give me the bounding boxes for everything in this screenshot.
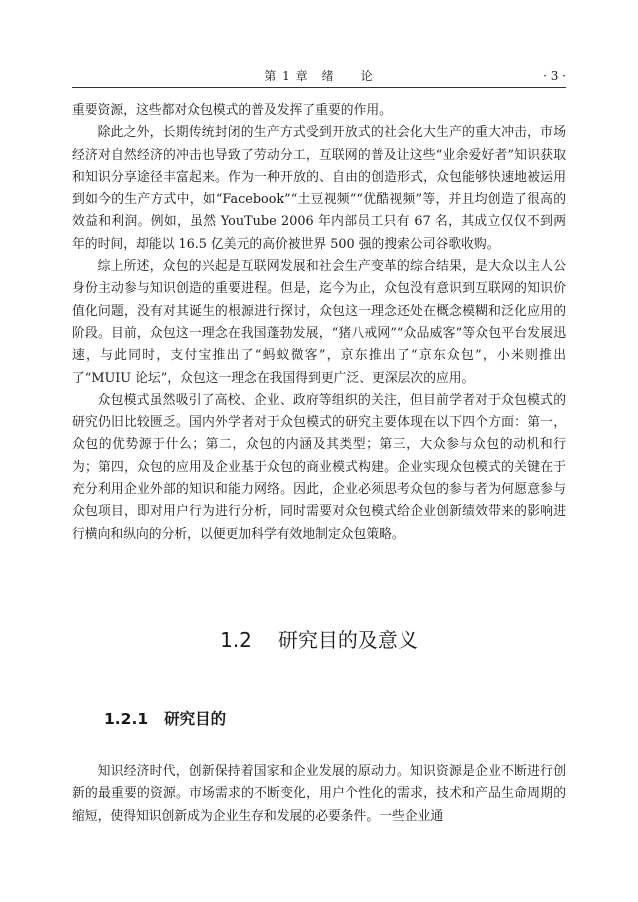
subsection-number: 1.2.1 xyxy=(104,710,149,728)
paragraph: 除此之外，长期传统封闭的生产方式受到开放式的社会化大生产的重大冲击，市场经济对自然经济的冲击也导致了劳动分工，互联网的普及让这些“业余爱好者”知识获取和知识分享途径丰富起来。作为一种开放的、自由的创造形式，众包能够快速地被运用到如今的生产方式中，如“Facebook”“土豆视频”“优酷视频”等，并且均创造了很高的效益和利润。例如，虽然 YouTube 2006 年内部员工只有 67 名，其成立仅仅不到两年的时间，却能以 16.5 亿美元的高价被世界 500 强的搜索公司谷歌收购。 xyxy=(72,125,566,252)
paragraph: 知识经济时代，创新保持着国家和企业发展的原动力。知识资源是企业不断进行创新的最重要的资源。市场需求的不断变化，用户个性化的需求，技术和产品生命周期的缩短，使得知识创新成为企业生存和发展的必要条件。一些企业通 xyxy=(72,764,566,824)
subsection-title-text: 研究目的 xyxy=(164,710,227,728)
section-number: 1.2 xyxy=(220,628,252,652)
running-header xyxy=(72,66,566,86)
section-title-text: 研究目的及意义 xyxy=(277,628,418,652)
body-text xyxy=(72,100,566,546)
page-number: · 3 · xyxy=(543,69,566,83)
chapter-heading: 第 1 章 绪 论 xyxy=(264,69,374,83)
paragraph: 众包模式虽然吸引了高校、企业、政府等组织的关注，但目前学者对于众包模式的研究仍旧比较匮乏。国内外学者对于众包模式的研究主要体现在以下四个方面：第一，众包的优势源于什么；第二，众包的内涵及其类型；第三，大众参与众包的动机和行为；第四，众包的应用及企业基于众包的商业模式构建。企业实现众包模式的关键在于充分利用企业外部的知识和能力网络。因此，企业必须思考众包的参与者为何愿意参与众包项目，即对用户行为进行分析，同时需要对众包模式给企业创新绩效带来的影响进行横向和纵向的分析，以便更加科学有效地制定众包策略。 xyxy=(72,392,566,542)
paragraph: 综上所述，众包的兴起是互联网发展和社会生产变革的综合结果，是大众以主人公身份主动参与知识创造的重要进程。但是，迄今为止，众包没有意识到互联网的知识价值化问题，没有对其诞生的根源进行探讨，众包这一理念还处在概念模糊和泛化应用的阶段。目前，众包这一理念在我国蓬勃发展，“猪八戒网”“众品威客”等众包平台发展迅速，与此同时，支付宝推出了“蚂蚁微客”，京东推出了“京东众包”，小米则推出了“MUIU 论坛”，众包这一理念在我国得到更广泛、更深层次的应用。 xyxy=(72,259,566,386)
header-rule xyxy=(72,87,566,88)
section-title xyxy=(72,626,566,654)
paragraph: 重要资源，这些都对众包模式的普及发挥了重要的作用。 xyxy=(72,103,392,118)
body-text-continued xyxy=(72,761,566,828)
subsection-title xyxy=(104,707,226,731)
